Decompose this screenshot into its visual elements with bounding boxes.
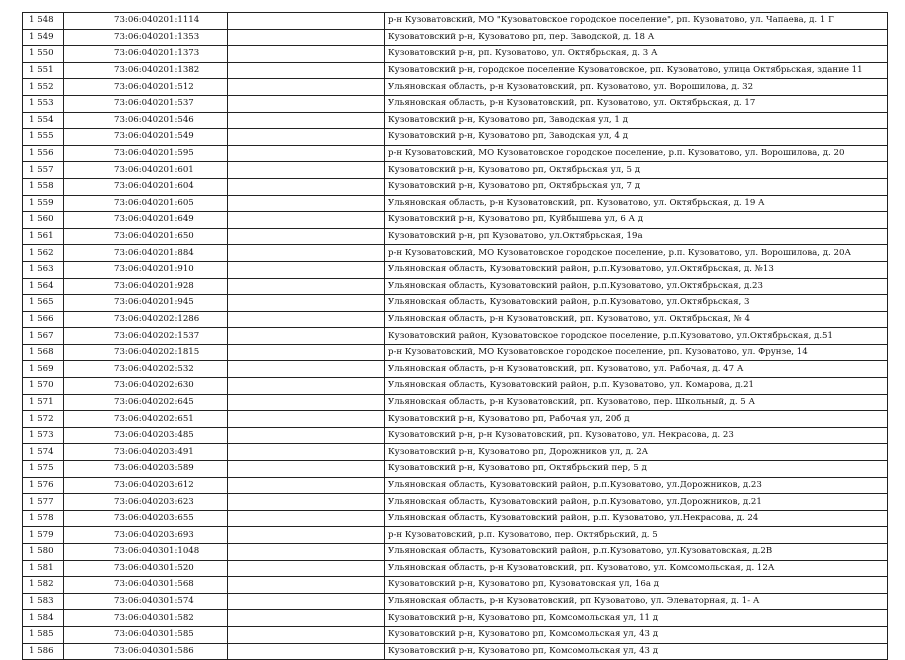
cadastral-number: 73:06:040301:568 xyxy=(64,577,228,594)
empty-cell xyxy=(228,46,385,63)
address: Кузоватовский р-н, Кузоватово рп, Рабочая ул, 20б д xyxy=(385,411,888,428)
cadastral-number: 73:06:040203:485 xyxy=(64,427,228,444)
empty-cell xyxy=(228,593,385,610)
cadastral-number: 73:06:040203:589 xyxy=(64,461,228,478)
address: Ульяновская область, Кузоватовский район, р.п. Кузоватово, ул.Некрасова, д. 24 xyxy=(385,510,888,527)
row-number: 1 571 xyxy=(23,394,64,411)
empty-cell xyxy=(228,378,385,395)
cadastral-number: 73:06:040201:595 xyxy=(64,145,228,162)
address: р-н Кузоватовский, МО "Кузоватовское городское поселение", рп. Кузоватово, ул. Чапаева, д. 1 Г xyxy=(385,13,888,30)
address: Ульяновская область, Кузоватовский район, р.п.Кузоватово, ул.Дорожников, д.21 xyxy=(385,494,888,511)
row-number: 1 566 xyxy=(23,311,64,328)
cadastral-number: 73:06:040201:1353 xyxy=(64,29,228,46)
cadastral-number: 73:06:040201:605 xyxy=(64,195,228,212)
address: Ульяновская область, р-н Кузоватовский, рп. Кузоватово, ул. Октябрьская, № 4 xyxy=(385,311,888,328)
table-row xyxy=(23,145,888,162)
table-row xyxy=(23,427,888,444)
empty-cell xyxy=(228,344,385,361)
row-number: 1 565 xyxy=(23,295,64,312)
table-row xyxy=(23,593,888,610)
address: р-н Кузоватовский, МО Кузоватовское городское поселение, рп. Кузоватово, ул. Фрунзе, 14 xyxy=(385,344,888,361)
row-number: 1 585 xyxy=(23,626,64,643)
table-row xyxy=(23,411,888,428)
empty-cell xyxy=(228,278,385,295)
row-number: 1 548 xyxy=(23,13,64,30)
table-row xyxy=(23,79,888,96)
address: Ульяновская область, Кузоватовский район, р.п.Кузоватово, ул.Октябрьская, д.23 xyxy=(385,278,888,295)
address: Ульяновская область, р-н Кузоватовский, рп. Кузоватово, ул. Октябрьская, д. 19 А xyxy=(385,195,888,212)
empty-cell xyxy=(228,195,385,212)
address: Кузоватовский р-н, Кузоватово рп, Комсомольская ул, 11 д xyxy=(385,610,888,627)
empty-cell xyxy=(228,129,385,146)
cadastral-number: 73:06:040201:910 xyxy=(64,261,228,278)
empty-cell xyxy=(228,394,385,411)
row-number: 1 556 xyxy=(23,145,64,162)
empty-cell xyxy=(228,79,385,96)
cadastral-number: 73:06:040301:574 xyxy=(64,593,228,610)
address: Кузоватовский р-н, Кузоватово рп, Комсомольская ул, 43 д xyxy=(385,626,888,643)
table-row xyxy=(23,477,888,494)
table-row xyxy=(23,195,888,212)
address: Кузоватовский р-н, р-н Кузоватовский, рп. Кузоватово, ул. Некрасова, д. 23 xyxy=(385,427,888,444)
cadastral-number: 73:06:040202:1815 xyxy=(64,344,228,361)
address: Ульяновская область, Кузоватовский район, р.п.Кузоватово, ул.Дорожников, д.23 xyxy=(385,477,888,494)
table-row xyxy=(23,212,888,229)
cadastral-number: 73:06:040201:537 xyxy=(64,95,228,112)
address: Ульяновская область, Кузоватовский район, р.п.Кузоватово, ул.Октябрьская, 3 xyxy=(385,295,888,312)
empty-cell xyxy=(228,411,385,428)
cadastral-number: 73:06:040202:651 xyxy=(64,411,228,428)
empty-cell xyxy=(228,162,385,179)
table-row xyxy=(23,394,888,411)
cadastral-number: 73:06:040201:928 xyxy=(64,278,228,295)
cadastral-number: 73:06:040202:1286 xyxy=(64,311,228,328)
row-number: 1 567 xyxy=(23,328,64,345)
row-number: 1 578 xyxy=(23,510,64,527)
empty-cell xyxy=(228,494,385,511)
table-row xyxy=(23,510,888,527)
address: Кузоватовский р-н, Кузоватово рп, Куйбышева ул, 6 А д xyxy=(385,212,888,229)
cadastral-number: 73:06:040203:655 xyxy=(64,510,228,527)
table-body xyxy=(23,13,888,660)
table-row xyxy=(23,95,888,112)
property-table xyxy=(22,12,888,660)
row-number: 1 554 xyxy=(23,112,64,129)
table-row xyxy=(23,560,888,577)
row-number: 1 573 xyxy=(23,427,64,444)
cadastral-number: 73:06:040203:623 xyxy=(64,494,228,511)
row-number: 1 570 xyxy=(23,378,64,395)
address: р-н Кузоватовский, р.п. Кузоватово, пер. Октябрьский, д. 5 xyxy=(385,527,888,544)
cadastral-number: 73:06:040202:645 xyxy=(64,394,228,411)
address: Кузоватовский район, Кузоватовское городское поселение, р.п.Кузоватово, ул.Октябрьская, д.51 xyxy=(385,328,888,345)
empty-cell xyxy=(228,212,385,229)
table-row xyxy=(23,178,888,195)
table-row xyxy=(23,228,888,245)
cadastral-number: 73:06:040202:532 xyxy=(64,361,228,378)
row-number: 1 574 xyxy=(23,444,64,461)
empty-cell xyxy=(228,444,385,461)
table-row xyxy=(23,13,888,30)
empty-cell xyxy=(228,328,385,345)
empty-cell xyxy=(228,112,385,129)
row-number: 1 583 xyxy=(23,593,64,610)
cadastral-number: 73:06:040201:604 xyxy=(64,178,228,195)
empty-cell xyxy=(228,311,385,328)
address: Кузоватовский р-н, Кузоватово рп, Заводская ул, 4 д xyxy=(385,129,888,146)
address: Кузоватовский р-н, Кузоватово рп, Октябрьская ул, 5 д xyxy=(385,162,888,179)
empty-cell xyxy=(228,643,385,660)
address: р-н Кузоватовский, МО Кузоватовское городское поселение, р.п. Кузоватово, ул. Ворошилова, д. 20 xyxy=(385,145,888,162)
row-number: 1 553 xyxy=(23,95,64,112)
address: Ульяновская область, Кузоватовский район, р.п. Кузоватово, ул. Комарова, д.21 xyxy=(385,378,888,395)
table-row xyxy=(23,295,888,312)
address: Ульяновская область, р-н Кузоватовский, рп. Кузоватово, ул. Рабочая, д. 47 А xyxy=(385,361,888,378)
table-row xyxy=(23,626,888,643)
table-row xyxy=(23,544,888,561)
cadastral-number: 73:06:040201:649 xyxy=(64,212,228,229)
cadastral-number: 73:06:040202:630 xyxy=(64,378,228,395)
empty-cell xyxy=(228,145,385,162)
empty-cell xyxy=(228,228,385,245)
row-number: 1 568 xyxy=(23,344,64,361)
cadastral-number: 73:06:040301:582 xyxy=(64,610,228,627)
table-row xyxy=(23,278,888,295)
address: р-н Кузоватовский, МО Кузоватовское городское поселение, р.п. Кузоватово, ул. Ворошилова, д. 20А xyxy=(385,245,888,262)
empty-cell xyxy=(228,610,385,627)
row-number: 1 572 xyxy=(23,411,64,428)
table-row xyxy=(23,361,888,378)
empty-cell xyxy=(228,261,385,278)
cadastral-number: 73:06:040201:945 xyxy=(64,295,228,312)
row-number: 1 580 xyxy=(23,544,64,561)
row-number: 1 582 xyxy=(23,577,64,594)
cadastral-number: 73:06:040201:884 xyxy=(64,245,228,262)
row-number: 1 575 xyxy=(23,461,64,478)
table-row xyxy=(23,62,888,79)
empty-cell xyxy=(228,245,385,262)
cadastral-number: 73:06:040301:520 xyxy=(64,560,228,577)
cadastral-number: 73:06:040201:601 xyxy=(64,162,228,179)
row-number: 1 576 xyxy=(23,477,64,494)
address: Кузоватовский р-н, Кузоватово рп, Октябрьская ул, 7 д xyxy=(385,178,888,195)
empty-cell xyxy=(228,527,385,544)
row-number: 1 584 xyxy=(23,610,64,627)
address: Ульяновская область, р-н Кузоватовский, рп. Кузоватово, ул. Комсомольская, д. 12А xyxy=(385,560,888,577)
address: Кузоватовский р-н, рп Кузоватово, ул.Октябрьская, 19а xyxy=(385,228,888,245)
row-number: 1 577 xyxy=(23,494,64,511)
address: Кузоватовский р-н, Кузоватово рп, Комсомольская ул, 43 д xyxy=(385,643,888,660)
row-number: 1 562 xyxy=(23,245,64,262)
row-number: 1 569 xyxy=(23,361,64,378)
cadastral-number: 73:06:040301:1048 xyxy=(64,544,228,561)
table-row xyxy=(23,494,888,511)
row-number: 1 558 xyxy=(23,178,64,195)
address: Кузоватовский р-н, Кузоватово рп, Кузоватовская ул, 16а д xyxy=(385,577,888,594)
row-number: 1 564 xyxy=(23,278,64,295)
cadastral-number: 73:06:040301:586 xyxy=(64,643,228,660)
cadastral-number: 73:06:040201:546 xyxy=(64,112,228,129)
empty-cell xyxy=(228,13,385,30)
empty-cell xyxy=(228,95,385,112)
empty-cell xyxy=(228,577,385,594)
empty-cell xyxy=(228,510,385,527)
empty-cell xyxy=(228,626,385,643)
address: Ульяновская область, р-н Кузоватовский, рп. Кузоватово, пер. Школьный, д. 5 А xyxy=(385,394,888,411)
table-row xyxy=(23,643,888,660)
cadastral-number: 73:06:040201:1373 xyxy=(64,46,228,63)
table-row xyxy=(23,261,888,278)
table-row xyxy=(23,46,888,63)
row-number: 1 552 xyxy=(23,79,64,96)
cadastral-number: 73:06:040203:612 xyxy=(64,477,228,494)
empty-cell xyxy=(228,461,385,478)
row-number: 1 559 xyxy=(23,195,64,212)
table-row xyxy=(23,461,888,478)
empty-cell xyxy=(228,62,385,79)
cadastral-number: 73:06:040203:491 xyxy=(64,444,228,461)
empty-cell xyxy=(228,427,385,444)
table-row xyxy=(23,162,888,179)
cadastral-number: 73:06:040201:512 xyxy=(64,79,228,96)
address: Ульяновская область, р-н Кузоватовский, рп. Кузоватово, ул. Ворошилова, д. 32 xyxy=(385,79,888,96)
empty-cell xyxy=(228,295,385,312)
address: Кузоватовский р-н, Кузоватово рп, пер. Заводской, д. 18 А xyxy=(385,29,888,46)
address: Ульяновская область, Кузоватовский район, р.п.Кузоватово, ул.Октябрьская, д. №13 xyxy=(385,261,888,278)
address: Ульяновская область, р-н Кузоватовский, рп. Кузоватово, ул. Октябрьская, д. 17 xyxy=(385,95,888,112)
table-row xyxy=(23,344,888,361)
row-number: 1 561 xyxy=(23,228,64,245)
empty-cell xyxy=(228,178,385,195)
address: Ульяновская область, Кузоватовский район, р.п.Кузоватово, ул.Кузоватовская, д.2В xyxy=(385,544,888,561)
address: Кузоватовский р-н, Кузоватово рп, Октябрьский пер, 5 д xyxy=(385,461,888,478)
row-number: 1 579 xyxy=(23,527,64,544)
row-number: 1 586 xyxy=(23,643,64,660)
table-row xyxy=(23,577,888,594)
table-row xyxy=(23,527,888,544)
address: Кузоватовский р-н, Кузоватово рп, Дорожников ул, д. 2А xyxy=(385,444,888,461)
row-number: 1 550 xyxy=(23,46,64,63)
table-row xyxy=(23,112,888,129)
cadastral-number: 73:06:040202:1537 xyxy=(64,328,228,345)
row-number: 1 560 xyxy=(23,212,64,229)
row-number: 1 581 xyxy=(23,560,64,577)
cadastral-number: 73:06:040201:650 xyxy=(64,228,228,245)
table-row xyxy=(23,245,888,262)
address: Кузоватовский р-н, рп. Кузоватово, ул. Октябрьская, д. 3 А xyxy=(385,46,888,63)
document-sheet xyxy=(22,12,887,660)
cadastral-number: 73:06:040203:693 xyxy=(64,527,228,544)
empty-cell xyxy=(228,560,385,577)
empty-cell xyxy=(228,477,385,494)
cadastral-number: 73:06:040201:549 xyxy=(64,129,228,146)
empty-cell xyxy=(228,361,385,378)
cadastral-number: 73:06:040301:585 xyxy=(64,626,228,643)
address: Кузоватовский р-н, Кузоватово рп, Заводская ул, 1 д xyxy=(385,112,888,129)
empty-cell xyxy=(228,29,385,46)
table-row xyxy=(23,29,888,46)
row-number: 1 563 xyxy=(23,261,64,278)
row-number: 1 555 xyxy=(23,129,64,146)
empty-cell xyxy=(228,544,385,561)
table-row xyxy=(23,311,888,328)
table-row xyxy=(23,129,888,146)
table-row xyxy=(23,444,888,461)
address: Ульяновская область, р-н Кузоватовский, рп Кузоватово, ул. Элеваторная, д. 1- А xyxy=(385,593,888,610)
cadastral-number: 73:06:040201:1382 xyxy=(64,62,228,79)
table-row xyxy=(23,610,888,627)
table-row xyxy=(23,328,888,345)
row-number: 1 549 xyxy=(23,29,64,46)
row-number: 1 551 xyxy=(23,62,64,79)
cadastral-number: 73:06:040201:1114 xyxy=(64,13,228,30)
table-row xyxy=(23,378,888,395)
address: Кузоватовский р-н, городское поселение Кузоватовское, рп. Кузоватово, улица Октябрьская, здание 11 xyxy=(385,62,888,79)
row-number: 1 557 xyxy=(23,162,64,179)
